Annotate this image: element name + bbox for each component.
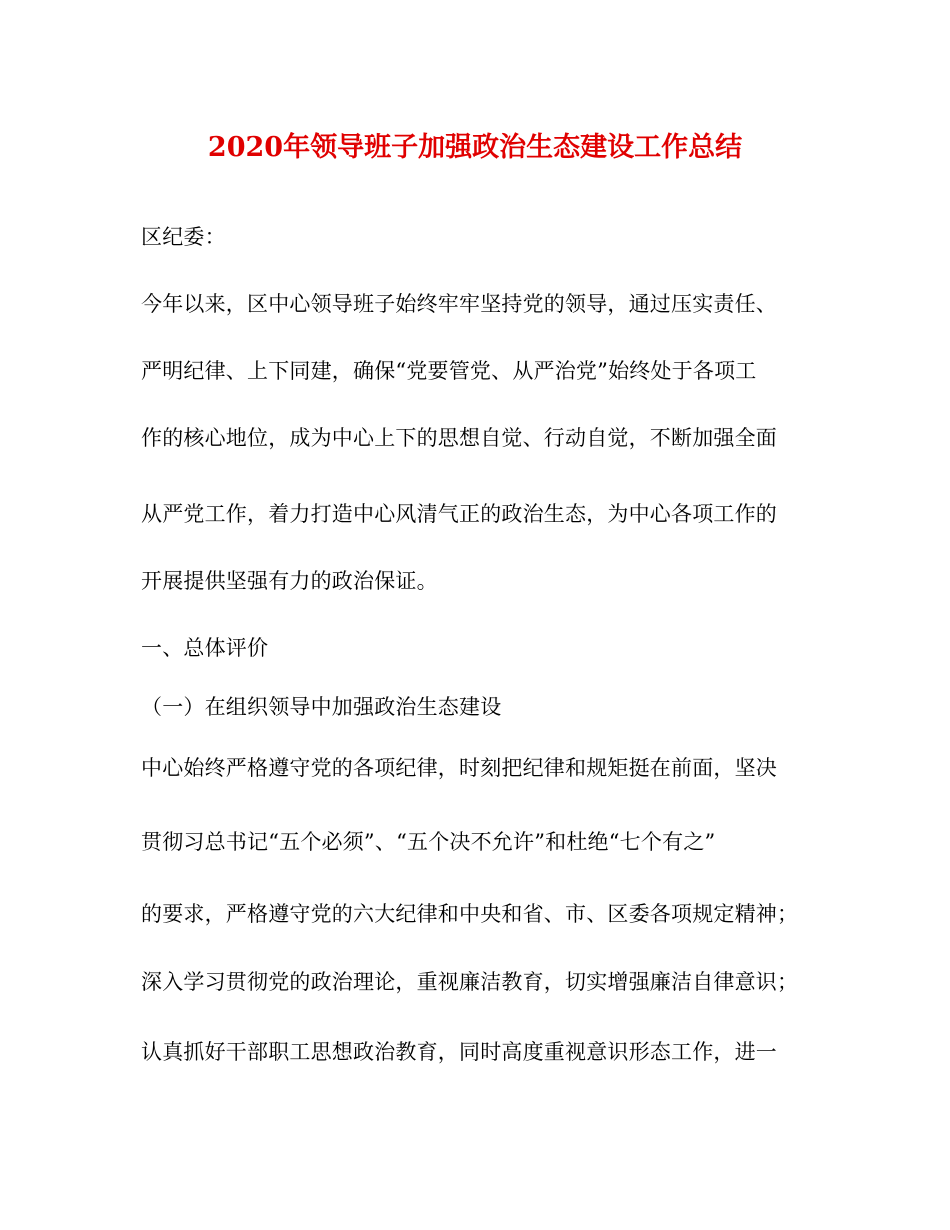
intro-line: 今年以来，区中心领导班子始终牢牢坚持党的领导，通过压实责任、 [141, 292, 777, 316]
body-line: 中心始终严格遵守党的各项纪律，时刻把纪律和规矩挺在前面，坚决 [141, 756, 777, 780]
intro-line: 从严党工作，着力打造中心风清气正的政治生态，为中心各项工作的 [141, 502, 777, 526]
body-line: 认真抓好干部职工思想政治教育，同时高度重视意识形态工作，进一 [141, 1040, 777, 1064]
intro-line: 开展提供坚强有力的政治保证。 [141, 569, 438, 593]
body-line: 的要求，严格遵守党的六大纪律和中央和省、市、区委各项规定精神； [141, 902, 799, 926]
body-line: 深入学习贯彻党的政治理论，重视廉洁教育，切实增强廉洁自律意识； [141, 970, 799, 994]
intro-line: 严明纪律、上下同建，确保“党要管党、从严治党”始终处于各项工 [141, 359, 757, 383]
subsection-heading: （一）在组织领导中加强政治生态建设 [141, 695, 502, 719]
salutation: 区纪委： [141, 225, 226, 249]
document-title: 2020年领导班子加强政治生态建设工作总结 [207, 132, 743, 163]
intro-line: 作的核心地位，成为中心上下的思想自觉、行动自觉，不断加强全面 [141, 426, 777, 450]
body-line: 贯彻习总书记“五个必须”、“五个决不允许”和杜绝“七个有之” [141, 830, 716, 854]
section-heading: 一、总体评价 [141, 636, 269, 660]
